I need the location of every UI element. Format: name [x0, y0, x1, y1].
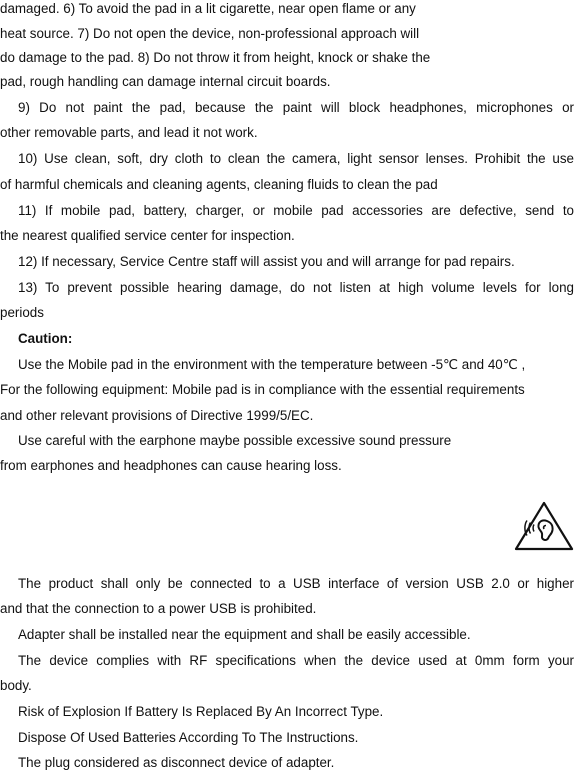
text-line: heat source. 7) Do not open the device, non-professional approach will [0, 26, 420, 41]
text-line: the nearest qualified service center for inspection. [0, 228, 295, 243]
text-line: Use careful with the earphone maybe possible excessive sound pressure [18, 433, 452, 448]
text-line: damaged. 6) To avoid the pad in a lit cigarette, near open flame or any [0, 1, 416, 16]
text-line: pad, rough handling can damage internal circuit boards. [0, 74, 331, 89]
text-line: periods [0, 305, 44, 320]
text-line: Dispose Of Used Batteries According To The Instructions. [18, 730, 359, 745]
text-line: Adapter shall be installed near the equipment and shall be easily accessible. [18, 627, 471, 642]
text-line: 12) If necessary, Service Centre staff will assist you and will arrange for pad repairs. [18, 254, 515, 269]
text-line: For the following equipment: Mobile pad is in compliance with the essential requirements [0, 382, 525, 397]
caution-heading: Caution: [18, 331, 73, 346]
text-line: 10) Use clean, soft, dry cloth to clean the camera, light sensor lenses. Prohibit the use [18, 151, 574, 166]
text-line: The device complies with RF specifications when the device used at 0mm form your [18, 653, 574, 668]
text-line: body. [0, 678, 32, 693]
text-line: 9) Do not paint the pad, because the paint will block headphones, microphones or [18, 100, 574, 115]
hearing-damage-warning-icon [513, 500, 575, 552]
text-line: 11) If mobile pad, battery, charger, or mobile pad accessories are defective, send to [18, 203, 574, 218]
text-line: other removable parts, and lead it not work. [0, 125, 258, 140]
text-line: 13) To prevent possible hearing damage, do not listen at high volume levels for long [18, 280, 574, 295]
text-line: The product shall only be connected to a USB interface of version USB 2.0 or higher [18, 576, 574, 591]
text-line: Risk of Explosion If Battery Is Replaced By An Incorrect Type. [18, 704, 384, 719]
text-line: The plug considered as disconnect device of adapter. [18, 755, 335, 770]
text-line: of harmful chemicals and cleaning agents, cleaning fluids to clean the pad [0, 177, 438, 192]
text-line: do damage to the pad. 8) Do not throw it from height, knock or shake the [0, 50, 431, 65]
text-line: and other relevant provisions of Directive 1999/5/EC. [0, 408, 314, 423]
text-line: Use the Mobile pad in the environment with the temperature between -5℃ and 40℃ , [18, 357, 526, 372]
text-line: and that the connection to a power USB is prohibited. [0, 601, 317, 616]
text-line: from earphones and headphones can cause hearing loss. [0, 458, 342, 473]
